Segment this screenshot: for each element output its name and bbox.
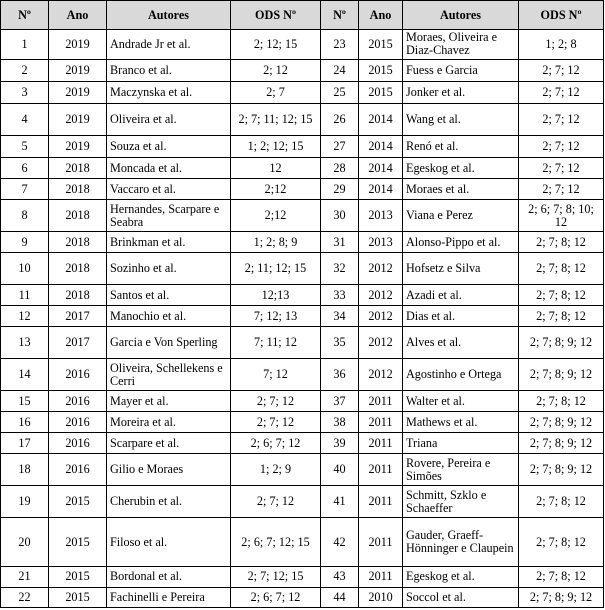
table-row [1,454,604,486]
cell-ano-left: 2016 [49,412,107,433]
cell-ano-left: 2015 [49,518,107,567]
table-row [1,136,604,158]
cell-ano-left: 2019 [49,30,107,60]
cell-autores-right: Viana e Perez [403,200,519,232]
cell-n-left: 4 [1,104,49,136]
cell-n-left: 16 [1,412,49,433]
cell-ano-left: 2017 [49,327,107,359]
cell-ano-right: 2012 [359,253,403,285]
cell-autores-right: Schmitt, Szklo e Schaeffer [403,486,519,518]
header-n-right: Nº [321,1,359,30]
cell-n-right: 29 [321,179,359,200]
cell-ano-right: 2012 [359,359,403,391]
cell-ano-right: 2011 [359,454,403,486]
cell-ods-left: 2; 12 [231,59,321,81]
table-row [1,179,604,200]
cell-ods-left: 12;13 [231,285,321,306]
cell-ods-right: 2; 7; 12 [519,59,604,81]
cell-n-left: 22 [1,587,49,607]
cell-ano-left: 2018 [49,158,107,179]
cell-ano-right: 2015 [359,30,403,60]
header-n-left: Nº [1,1,49,30]
cell-ods-right: 2; 7; 8; 12 [519,566,604,587]
cell-ods-right: 2; 7; 8; 9; 12 [519,454,604,486]
table-row [1,486,604,518]
cell-autores-left: Moncada et al. [107,158,231,179]
cell-autores-left: Mayer et al. [107,391,231,412]
cell-autores-left: Maczynska et al. [107,81,231,103]
cell-n-right: 42 [321,518,359,567]
cell-n-left: 12 [1,306,49,327]
cell-ods-left: 2;12 [231,200,321,232]
table-row [1,306,604,327]
cell-n-left: 1 [1,30,49,60]
cell-ano-right: 2011 [359,412,403,433]
cell-autores-left: Filoso et al. [107,518,231,567]
table-row [1,158,604,179]
cell-ods-left: 7; 12 [231,359,321,391]
header-ods-right: ODS Nº [519,1,604,30]
table-row [1,412,604,433]
cell-autores-right: Moraes et al. [403,179,519,200]
table-row [1,285,604,306]
cell-n-left: 7 [1,179,49,200]
cell-ods-right: 2; 7; 8; 12 [519,391,604,412]
cell-autores-left: Gilio e Moraes [107,454,231,486]
cell-autores-right: Egeskog et al. [403,566,519,587]
table-row [1,30,604,60]
cell-autores-left: Fachinelli e Pereira [107,587,231,607]
cell-ods-right: 1; 2; 8 [519,30,604,60]
cell-n-right: 23 [321,30,359,60]
cell-autores-right: Alonso-Pippo et al. [403,232,519,253]
cell-ods-right: 2; 7; 8; 9; 12 [519,587,604,607]
cell-ano-right: 2011 [359,566,403,587]
cell-ano-left: 2015 [49,587,107,607]
cell-autores-right: Alves et al. [403,327,519,359]
cell-autores-right: Wang et al. [403,104,519,136]
cell-autores-right: Rovere, Pereira e Simões [403,454,519,486]
cell-autores-right: Jonker et al. [403,81,519,103]
cell-ods-left: 7; 11; 12 [231,327,321,359]
cell-ano-right: 2012 [359,306,403,327]
cell-n-left: 20 [1,518,49,567]
cell-ods-left: 2; 7 [231,81,321,103]
cell-n-left: 8 [1,200,49,232]
cell-n-left: 11 [1,285,49,306]
cell-autores-right: Agostinho e Ortega [403,359,519,391]
cell-n-left: 9 [1,232,49,253]
cell-autores-left: Oliveira, Schellekens e Cerri [107,359,231,391]
cell-autores-left: Manochio et al. [107,306,231,327]
cell-ano-left: 2015 [49,486,107,518]
cell-ano-left: 2017 [49,306,107,327]
cell-n-right: 40 [321,454,359,486]
cell-ods-left: 2; 7; 12; 15 [231,566,321,587]
cell-ano-right: 2014 [359,104,403,136]
cell-ods-right: 2; 7; 12 [519,179,604,200]
cell-ano-left: 2018 [49,232,107,253]
cell-ods-left: 2; 6; 7; 12 [231,587,321,607]
cell-ano-left: 2016 [49,359,107,391]
cell-ods-right: 2; 7; 12 [519,136,604,158]
table-row [1,327,604,359]
cell-autores-left: Hernandes, Scarpare e Seabra [107,200,231,232]
cell-autores-left: Garcia e Von Sperling [107,327,231,359]
table-row [1,59,604,81]
cell-ods-right: 2; 7; 8; 12 [519,306,604,327]
cell-autores-left: Bordonal et al. [107,566,231,587]
cell-ano-right: 2012 [359,285,403,306]
table-row [1,566,604,587]
cell-ano-right: 2014 [359,179,403,200]
cell-n-left: 6 [1,158,49,179]
cell-ano-left: 2015 [49,566,107,587]
cell-ano-right: 2013 [359,232,403,253]
cell-ods-right: 2; 7; 8; 12 [519,253,604,285]
cell-ano-right: 2014 [359,158,403,179]
cell-ods-right: 2; 7; 8; 12 [519,285,604,306]
cell-n-left: 5 [1,136,49,158]
cell-n-left: 14 [1,359,49,391]
header-ano-right: Ano [359,1,403,30]
cell-n-left: 17 [1,433,49,454]
cell-ano-right: 2010 [359,587,403,607]
cell-n-left: 10 [1,253,49,285]
cell-ano-right: 2015 [359,81,403,103]
cell-ods-left: 12 [231,158,321,179]
cell-autores-left: Souza et al. [107,136,231,158]
cell-ano-right: 2011 [359,433,403,454]
header-autores-right: Autores [403,1,519,30]
cell-n-right: 39 [321,433,359,454]
header-row [1,1,604,30]
cell-n-right: 41 [321,486,359,518]
cell-n-left: 2 [1,59,49,81]
cell-ods-right: 2; 7; 12 [519,104,604,136]
cell-ano-left: 2019 [49,81,107,103]
cell-ods-right: 2; 7; 12 [519,81,604,103]
cell-autores-right: Egeskog et al. [403,158,519,179]
cell-n-left: 19 [1,486,49,518]
cell-ods-left: 2; 6; 7; 12 [231,433,321,454]
cell-ods-right: 2; 7; 8; 9; 12 [519,359,604,391]
cell-ano-left: 2019 [49,136,107,158]
cell-ods-left: 2; 7; 12 [231,412,321,433]
cell-ods-left: 1; 2; 12; 15 [231,136,321,158]
cell-autores-left: Oliveira et al. [107,104,231,136]
cell-ods-left: 2; 7; 12 [231,486,321,518]
cell-n-right: 33 [321,285,359,306]
cell-ods-left: 1; 2; 9 [231,454,321,486]
table-row [1,518,604,567]
cell-n-right: 32 [321,253,359,285]
cell-ods-right: 2; 7; 8; 12 [519,232,604,253]
cell-ods-right: 2; 7; 8; 9; 12 [519,412,604,433]
cell-ods-left: 1; 2; 8; 9 [231,232,321,253]
table-row [1,81,604,103]
table-row [1,359,604,391]
header-autores-left: Autores [107,1,231,30]
cell-n-right: 44 [321,587,359,607]
cell-n-left: 18 [1,454,49,486]
table-row [1,433,604,454]
cell-ano-left: 2018 [49,179,107,200]
cell-ods-right: 2; 7; 8; 12 [519,486,604,518]
cell-n-left: 21 [1,566,49,587]
cell-ano-left: 2018 [49,200,107,232]
cell-ods-right: 2; 6; 7; 8; 10; 12 [519,200,604,232]
cell-ano-left: 2019 [49,59,107,81]
cell-ano-right: 2015 [359,59,403,81]
cell-autores-right: Fuess e Garcia [403,59,519,81]
cell-n-right: 28 [321,158,359,179]
table-row [1,391,604,412]
cell-autores-right: Triana [403,433,519,454]
cell-ano-right: 2011 [359,518,403,567]
cell-ods-left: 2; 11; 12; 15 [231,253,321,285]
cell-ods-right: 2; 7; 12 [519,158,604,179]
cell-autores-left: Scarpare et al. [107,433,231,454]
cell-autores-left: Branco et al. [107,59,231,81]
cell-autores-right: Soccol et al. [403,587,519,607]
cell-autores-left: Vaccaro et al. [107,179,231,200]
cell-autores-left: Santos et al. [107,285,231,306]
cell-n-right: 36 [321,359,359,391]
cell-autores-right: Gauder, Graeff-Hönninger e Claupein [403,518,519,567]
cell-n-right: 31 [321,232,359,253]
cell-ano-left: 2016 [49,391,107,412]
header-ano-left: Ano [49,1,107,30]
cell-n-right: 25 [321,81,359,103]
cell-n-left: 3 [1,81,49,103]
cell-ods-right: 2; 7; 8; 12 [519,518,604,567]
cell-ods-right: 2; 7; 8; 9; 12 [519,327,604,359]
cell-autores-right: Mathews et al. [403,412,519,433]
cell-n-left: 15 [1,391,49,412]
cell-autores-right: Dias et al. [403,306,519,327]
cell-n-right: 37 [321,391,359,412]
cell-ano-right: 2011 [359,391,403,412]
cell-n-right: 38 [321,412,359,433]
cell-autores-left: Moreira et al. [107,412,231,433]
cell-ods-left: 7; 12; 13 [231,306,321,327]
cell-ods-left: 2; 7; 12 [231,391,321,412]
cell-ano-left: 2018 [49,285,107,306]
cell-ano-right: 2011 [359,486,403,518]
cell-n-left: 13 [1,327,49,359]
cell-autores-left: Andrade Jr et al. [107,30,231,60]
header-ods-left: ODS Nº [231,1,321,30]
cell-autores-left: Sozinho et al. [107,253,231,285]
table-row [1,232,604,253]
cell-ano-left: 2019 [49,104,107,136]
cell-n-right: 26 [321,104,359,136]
cell-n-right: 24 [321,59,359,81]
cell-ods-left: 2; 7; 11; 12; 15 [231,104,321,136]
cell-autores-right: Hofsetz e Silva [403,253,519,285]
cell-ods-right: 2; 7; 8; 9; 12 [519,433,604,454]
cell-n-right: 27 [321,136,359,158]
cell-autores-right: Azadi et al. [403,285,519,306]
cell-ano-right: 2014 [359,136,403,158]
table-row [1,104,604,136]
cell-n-right: 43 [321,566,359,587]
cell-ano-left: 2016 [49,454,107,486]
cell-ano-left: 2016 [49,433,107,454]
table-row [1,587,604,607]
cell-autores-right: Walter et al. [403,391,519,412]
cell-autores-right: Moraes, Oliveira e Diaz-Chavez [403,30,519,60]
cell-n-right: 30 [321,200,359,232]
cell-ano-right: 2013 [359,200,403,232]
cell-n-right: 34 [321,306,359,327]
table-row [1,200,604,232]
cell-ods-left: 2;12 [231,179,321,200]
cell-ods-left: 2; 6; 7; 12; 15 [231,518,321,567]
cell-ano-right: 2012 [359,327,403,359]
cell-autores-left: Cherubin et al. [107,486,231,518]
cell-autores-right: Renó et al. [403,136,519,158]
table-row [1,253,604,285]
cell-n-right: 35 [321,327,359,359]
cell-ods-left: 2; 12; 15 [231,30,321,60]
cell-autores-left: Brinkman et al. [107,232,231,253]
cell-ano-left: 2018 [49,253,107,285]
